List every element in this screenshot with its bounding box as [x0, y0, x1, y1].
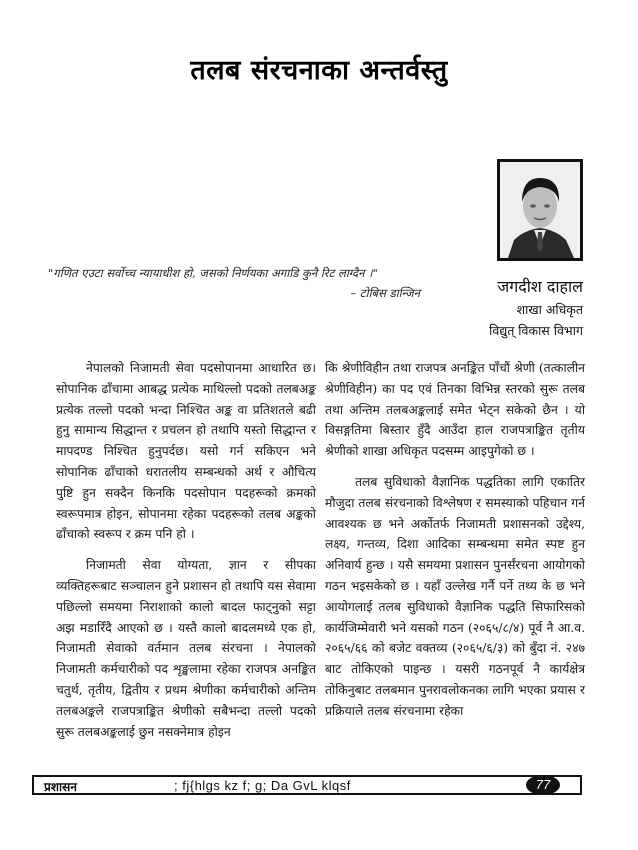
quote-attribution: – टोबिस डान्जिन	[350, 286, 420, 300]
author-role: शाखा अधिकृत	[516, 302, 583, 317]
body-column-right	[325, 358, 585, 732]
author-block	[489, 275, 583, 339]
author-photo	[497, 159, 583, 261]
paragraph: नेपालको निजामती सेवा पदसोपानमा आधारित छ। सोपानिक ढाँचामा आबद्ध प्रत्येक माथिल्लो पदको तलबअङ्क प्रत्येक तल्लो पदको भन्दा निश्चित अङ्क वा प्रतिशतले बढी हुनु सामान्य सिद्धान्त र प्रचलन हो तथापि यस्तो सिद्धान्त र मापदण्ड निश्चित हुनुपर्दछ। यसो गर्न सकिएन भने सोपानिक ढाँचाको धरातलीय सम्बन्धको अर्थ र औचित्य पुष्टि हुन सक्दैन किनकि पदसोपान पदहरूको क्रमको स्वरूपमात्र होइन, सोपानमा रहेका पदहरूको तलब अङ्कको ढाँचाको स्वरूप र क्रम पनि हो ।	[56, 361, 316, 542]
author-portrait-icon	[500, 162, 580, 258]
paragraph: कि श्रेणीविहीन तथा राजपत्र अनङ्कित पाँचौं श्रेणी (तत्कालीन श्रेणीविहीन) का पद एवं तिनका विभिन्न स्तरको सुरू तलब तथा अन्तिम तलबअङ्कलाई समेत भेट्न सकेको छैन । यो विसङ्गतिमा बिस्तार हुँदै आउँदा हाल राजपत्राङ्कित तृतीय श्रेणीको शाखा अधिकृत पदसम्म आइपुगेको छ ।	[325, 361, 585, 459]
page-number: 77	[526, 775, 560, 795]
paragraph: तलब सुविधाको वैज्ञानिक पद्धतिका लागि एकातिर मौजुदा तलब संरचनाको विश्लेषण र समस्याको पहिचान गर्न आवश्यक छ भने अर्कोतर्फ निजामती प्रशासनको उद्देश्य, लक्ष्य, गन्तव्य, दिशा आदिका सम्बन्धमा समेत स्पष्ट हुन अनिवार्य हुन्छ । यसै समयमा प्रशासन पुनर्संरचना आयोगको गठन भइसकेको छ । यहाँ उल्लेख गर्नै पर्ने तथ्य के छ भने आयोगलाई तलब सुविधाको वैज्ञानिक पद्धति सिफारिसको कार्यजिम्मेवारी भने यसको गठन (२०६५/८/४) पूर्व नै आ.व. २०६५/६६ को बजेट वक्तव्य (२०६५/६/३) को बुँदा नं. २४७ बाट तोकिएको पाइन्छ । यसरी गठनपूर्व नै कार्यक्षेत्र तोकिनुबाट तलबमान पुनरावलोकनका लागि भएका प्रयास र प्रक्रियाले तलब संरचनामा रहेका	[325, 474, 585, 718]
article-title: तलब संरचनाका अन्तर्वस्तु	[190, 55, 448, 86]
author-name: जगदीश दाहाल	[497, 277, 583, 296]
paragraph: निजामती सेवा योग्यता, ज्ञान र सीपका व्यक्तिहरूबाट सञ्चालन हुने प्रशासन हो तथापि यस सेवामा पछिल्लो समयमा निराशाको कालो बादल फाट्नुको सट्टा अझ मडारिँदै आएको छ । यस्तै कालो बादलमध्ये एक हो, निजामती सेवाको वर्तमान तलब संरचना । नेपालको निजामती कर्मचारीको पद शृङ्खलामा रहेका राजपत्र अनङ्कित चतुर्थ, तृतीय, द्वितीय र प्रथम श्रेणीका कर्मचारीको अन्तिम तलबअङ्कले राजपत्राङ्कित श्रेणीको सबैभन्दा तल्लो पदको सुरू तलबअङ्कलाई छुन नसक्नेमात्र होइन	[56, 558, 316, 739]
quote-text: "गणित एउटा सर्वोच्च न्यायाधीश हो, जसको निर्णयका अगाडि कुनै रिट लाग्दैन ।"	[48, 266, 378, 280]
footer-tagline: ; fj{hlgs kz f; g; Da GvL klqsf	[174, 778, 351, 793]
body-column-left	[56, 358, 316, 752]
magazine-name: प्रशासन	[44, 780, 77, 794]
author-department: विद्युत् विकास विभाग	[489, 323, 583, 338]
page-footer	[32, 775, 582, 795]
epigraph-quote	[48, 263, 428, 300]
